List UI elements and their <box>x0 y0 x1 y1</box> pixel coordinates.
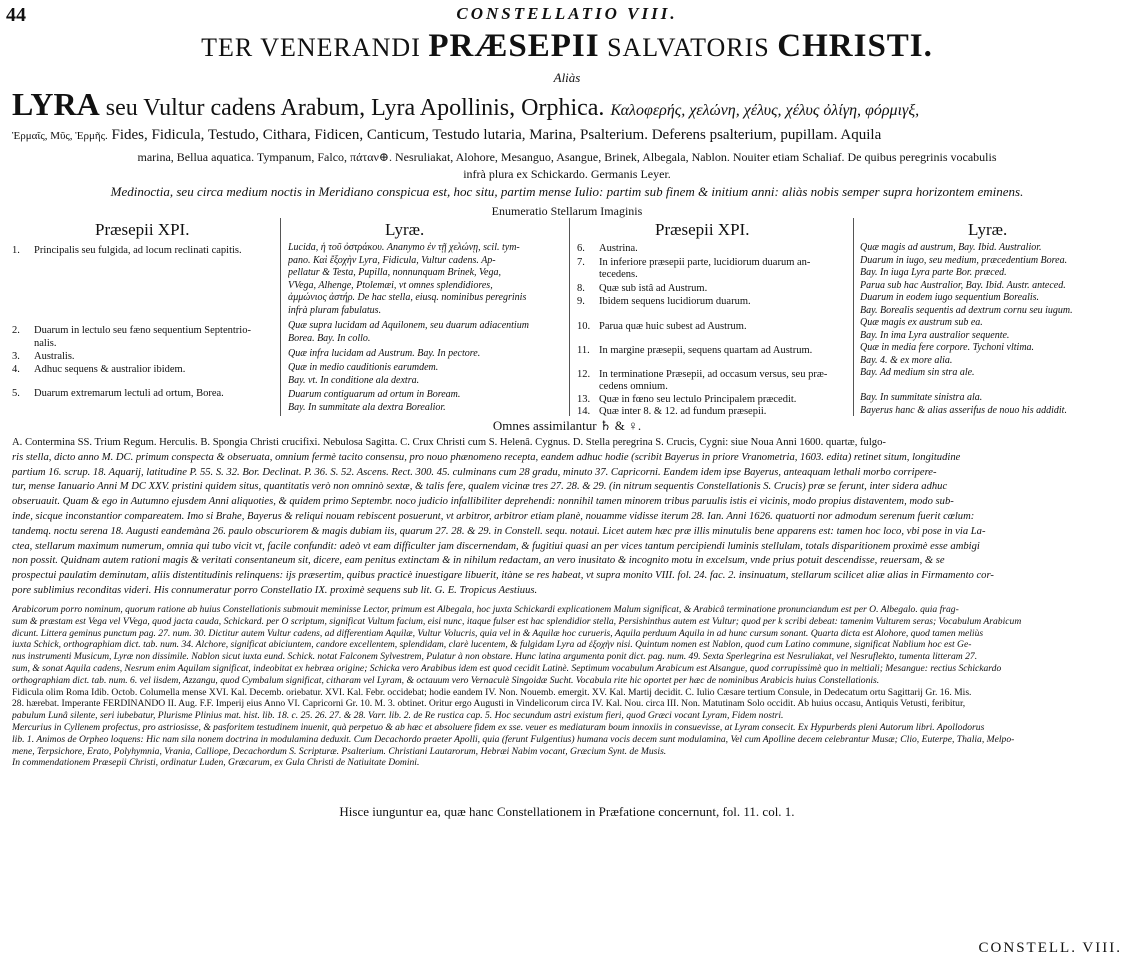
list-item: 12. In terminatione Præsepii, ad occasum versus, seu præ- <box>577 369 828 380</box>
medinoctia-note: Medinoctia, seu circa medium noctis in Meridiano conspicua est, hoc situ, partim mense Iulio: partim sub finem & initium anni: aliàs nobis semper supra horizontem eminens. <box>110 184 1024 199</box>
list-item: Bay. In ima Lyra australior sequente. <box>860 329 1010 341</box>
title-mid: SALVATORIS <box>599 33 778 62</box>
names-line-1 <box>12 86 919 123</box>
names-line-1-text: seu Vultur cadens Arabum, Lyra Apollinis, Orphica. <box>99 95 611 121</box>
list-item: 7. In inferiore præsepii parte, lucidiorum duarum an- <box>577 257 811 268</box>
left-praesepii-heading: Præsepii XPI. <box>95 220 190 239</box>
right-praesepii-heading: Præsepii XPI. <box>655 220 750 239</box>
column-divider <box>280 218 281 416</box>
names-line-2-greek: Ἑρμαῖς, Μῦς, Ἐρμῆς. <box>12 130 108 142</box>
list-item: pano. Καὶ ἔξοχὴν Lyra, Fidicula, Vultur cadens. Ap- <box>288 254 496 266</box>
paragraph-line: orthographiam dict. tab. num. 6. vel iisdem, Azzangu, quod Cymbalum significat, citharam vel Lyram, & octauum vero Vernaculè Singoidæ Sucht. Vocabula rite hic oportet per hæc de nominibus Arabicis huius Constellationis. <box>12 674 880 686</box>
right-lyra-list <box>860 242 1132 418</box>
list-item: Bay. Borealis sequentis ad dextrum cornu seu iugum. <box>860 304 1073 316</box>
paragraph-line: partium 16. scrup. 18. Aquarij, latitudine P. 55. S. 32. Bor. Declinat. P. 36. S. 52. Ascens. Rect. 300. 45. culminans cum 28 gradu, minuto 37. Capricorni. Eandem idem ipse Bayerus, anteaquam lethali morbo corripere- <box>12 466 937 478</box>
paragraph-line: mene, Terpsichore, Erato, Polyhymnia, Vrania, Calliope, Decachordum S. Scripturæ. Psalterium. Christiani Lautarorum, Hebræi Nabim vocant, Græcium Synt. de Musis. <box>12 745 667 757</box>
list-item: 13. Quæ in fœno seu lectulo Principalem præcedit. <box>577 394 797 405</box>
list-item: VVega, Alhenge, Ptolemæi, vt omnes splendidiores, <box>288 279 493 291</box>
list-item: 1. Principalis seu fulgida, ad locum reclinati capitis. <box>12 245 242 256</box>
list-item: Quæ infra lucidam ad Austrum. Bay. In pectore. <box>288 348 481 359</box>
list-item: tecedens. <box>599 269 638 280</box>
page-number: 44 <box>6 4 26 26</box>
right-lyrae-heading: Lyræ. <box>968 220 1008 239</box>
list-item: 6. Austrina. <box>577 243 638 254</box>
list-item: Borea. Bay. In collo. <box>288 332 371 344</box>
list-item: Bay. 4. & ex more alia. <box>860 354 953 366</box>
title-pre: TER VENERANDI <box>201 33 429 62</box>
page-title <box>0 28 1134 65</box>
paragraph-line: sum & præstam est Vega vel VVega, quod jacta cauda, Schickard. per O scriptum, significat Vultum facium, eisi nunc, itaque fulser est hac splendidior stella, Persishinthus autem est Vultur; quod per k scribi debeat: tamenim Vulturem seras; Vocabulum Arabicum <box>12 615 1022 627</box>
list-item: Duarum contiguarum ad ortum in Boream. <box>288 389 461 400</box>
paragraph-line: Arabicorum porro nominum, quorum ratione ab huius Constellationis submouit meminisse Lector, primum est Albegala, hoc juxta Schickardi explicationem Malum significat, & Arabicâ terminatione pronunciandum est per O. Albegalo. quia frag- <box>12 604 959 615</box>
list-item: Duarum in eodem iugo sequentium Borealis. <box>860 292 1040 303</box>
paragraph-line: iuxta Schick, orthographiam dict. tab. num. 34. Alchore, significat abiciuntem, candore excellentem, splendidam, clarè lucentem, & fulgidam Lyra ad ἐξοχὴν nisi. Quintum nomen est Nablon, quod cum Latino commune, significat Nablium hoc est Ge- <box>12 639 972 651</box>
names-line-3: marina, Bellua aquatica. Tympanum, Falco, πάταν⊕. Nesruliakat, Alohore, Mesanguo, Asangue, Brinek, Albegala, Nablon. Nouiter etiam Schaliaf. De quibus peregrinis vocabulis <box>137 150 997 164</box>
paragraph-line: In commendationem Præsepii Christi, ordinatur Luden, Græcarum, ex Gula Christi de Natiuitate Domini. <box>12 757 420 769</box>
paragraph-line: prospectui paulatim deminutam, aliis distentitudinis relinquens: ijs præsertim, quibus practicè inuestigare libuerit, itàne se res habeat, vt supra monito VIII. fol. 24. fac. 2. insinuatum, stellarum scilicet aliæ alias in Firmamento cor- <box>12 570 994 582</box>
list-item: 9. Ibidem sequens lucidiorum duarum. <box>577 296 751 307</box>
arabic-names-paragraph <box>12 604 1124 780</box>
hisce-note: Hisce iunguntur ea, quæ hanc Constellationem in Præfatione concernunt, fol. 11. col. 1. <box>339 804 795 819</box>
left-lyrae-heading: Lyræ. <box>385 220 425 239</box>
column-divider <box>853 218 854 416</box>
list-item: Duarum in iugo, seu medium, præcedentium Borea. <box>860 254 1068 266</box>
list-item: 2. Duarum in lectulo seu fæno sequentium Septentrio- <box>12 325 251 336</box>
left-praesepii-list <box>12 242 277 418</box>
list-item: Quæ magis ex austrum sub ea. <box>860 317 983 328</box>
names-line-1-greek: Καλοφερής, χελώνη, χέλυς, χέλυς ὀλίγη, φόρμιγξ, <box>610 102 920 119</box>
list-item: Bay. In iuga Lyra parte Bor. præced. <box>860 267 1007 278</box>
list-item: Quæ magis ad austrum, Bay. Ibid. Australior. <box>860 242 1042 253</box>
list-item: Parua sub hac Australior, Bay. Ibid. Austr. anteced. <box>860 279 1066 291</box>
list-item: Bay. vt. In conditione ala dextra. <box>288 374 420 386</box>
list-item: cedens omnium. <box>599 381 668 392</box>
left-lyra-list <box>288 242 566 418</box>
paragraph-line: A. Contermina SS. Trium Regum. Herculis. B. Spongia Christi crucifixi. Nebulosa Sagitta. C. Crux Christi cum S. Helenâ. Cygnus. D. Stella peregrina S. Crucis, Cygni: siue Noua Anni 1600. quartæ, fulgo- <box>12 437 886 448</box>
running-head: CONSTELLATIO VIII. <box>456 4 678 23</box>
omnes-line: Omnes assimilantur ♄ & ♀. <box>492 418 642 433</box>
paragraph-line: inde, sicque inconstantior compareatem. Imo si Brahe, Bayerus & reliqui nouam rebiscent posuerunt, vt arbitror, arbitror etiam planè, nouamme vidisse iterum 28. Ian. Anni 1626. quatuorti nor admodum serenum fuerit cœlum: <box>12 510 975 522</box>
title-praesepii: PRÆSEPII <box>428 28 600 64</box>
paragraph-line: ris stella, dicto anno M. DC. primum conspecta & obseruata, omnium fermè tacito consensu, pro nouo phænomeno recepta, eandem adhuc hodie (scribit Bayerus in priore Vranometria, 1603. edita) retinet situm, longitudine <box>12 451 961 463</box>
paragraph-line: tur, mense Ianuario Anni M DC XXV. pristini quidem situs, quantitatis verò non omninò sextæ, & talis fere, qualem vicinæ tres 27. 28. & 29. (in nitrum sequentis Constellationis S. Crucis) præ se ferunt, inter sidera adhuc <box>12 481 948 493</box>
paragraph-line: pore sublimius reconditas videri. His connumeratur porro Constellatio IX. proximè sequens sub lit. G. E. Tropicus Aestiuus. <box>12 584 538 596</box>
list-item: Quæ in media fere corpore. Tychoni vltima. <box>860 342 1035 353</box>
catchword: CONSTELL. VIII. <box>978 940 1122 956</box>
paragraph-line: 28. hærebat. Imperante FERDINANDO II. Aug. F.F. Imperij eius Anno VI. Capricorni Gr. 10. M. 3. obtinet. Oritur ergo Augusti in Vindelicorum circa IV. Kal. Nou. circa III. Non. Matutinam Solo occidit. Ab huius occasu, Antiquis Vetusti, feribitur, <box>12 698 966 710</box>
paragraph-line: Mercurius in Cyllenem profectus, pro astriosisse, & pasforitem testudinem inuenit, quà perpetuo & ab hæc et absoluere fidem ex sse. veuer es mediaturam boum innoxiis in consuevisse, at Lyram consecit. Ex Hypurberds pleni Autorum libri. Apollodorus <box>12 721 985 733</box>
paragraph-line: obseruauit. Quam & ego in Autumno ejusdem Anni aliquoties, & quidem primo Septembr. noco judicio infallibiliter deprehendi: nonnihil tamen minorem tribus paruulis istis ei vicinis, modo propius distaventem, modo sub- <box>12 496 954 508</box>
list-item: Bay. Ad medium sin stra ale. <box>860 367 975 378</box>
paragraph-line: lib. 1. Animos de Orpheo loquens: Hic nam sila nonem doctrina in modulamina deduxit. Cum Decachordo praeter Apolli, quia (ferunt Fulgentius) humana vocis decem sunt modulamina, Vel cum Apolline decem celebrantur Musæ; Clio, Euterpe, Thalia, Melpo- <box>12 733 1015 745</box>
column-divider <box>569 218 570 416</box>
list-item: infrà pluram fabulatus. <box>288 304 382 316</box>
names-line-2 <box>12 127 881 144</box>
paragraph-line: Fidicula olim Roma Idib. Octob. Columella mense XVI. Kal. Decemb. oriebatur. XVI. Kal. Febr. occidebat; hodie eandem IV. Non. Nouemb. emergit. XV. Kal. Martij decidit. C. Iulio Cæsare tertium Consule, in Dedecatum ortu Sagittarij Gr. 16. Mis. <box>12 686 972 698</box>
names-line-2-text: Fides, Fidicula, Testudo, Cithara, Fidicen, Canticum, Testudo lutaria, Marina, Psalterium. Deferens psalterium, pupillam. Aquila <box>107 127 882 143</box>
list-item: 10. Parua quæ huic subest ad Austrum. <box>577 321 747 332</box>
paragraph-line: ctea, stellarum maximum numerum, omnia qui tubo vicit vt, facile confundit: adeò vt eam difficulter jam discernendam, & fugitiui quasi an per vices tantum percipiendi luminis stellulam, totals disparitionem proximè esse ambigi <box>12 540 980 552</box>
list-item: 11. In margine præsepii, sequens quartam ad Austrum. <box>577 345 813 356</box>
list-item: 3. Australis. <box>12 351 75 362</box>
list-item: 14. Quæ inter 8. & 12. ad fundum præsepii. <box>577 406 767 417</box>
main-paragraph <box>12 436 1124 600</box>
right-praesepii-list <box>577 242 849 418</box>
paragraph-line: sum, & sonat Aquila cadens, Nesrum enim Aquilam significat, indeobitat ex hebræa origine; Schicka vero Arabibus idem est quod cecidit Latinè. Septimum vocabulum Arabicum est Alsangue, quod corrupissimè quo in meltiali; Mesangue: rectius Schickardo <box>12 662 1002 674</box>
list-item: Bayerus hanc & alias asserifus de nouo his addidit. <box>860 404 1067 416</box>
alias-label: Aliàs <box>553 70 581 85</box>
list-item: Quæ supra lucidam ad Aquilonem, seu duarum adiacentium <box>288 320 529 331</box>
title-christi: CHRISTI. <box>777 28 933 64</box>
list-item: Bay. In summitate ala dextra Borealior. <box>288 401 446 413</box>
list-item: 8. Quæ sub istâ ad Austrum. <box>577 283 708 294</box>
paragraph-line: tandemq. noctu serena 18. Augusti eandemàna 26. paulo obscuriorem & magis dubiam iis, quarum 27. 28. & 29. in Constell. sequ. notaui. Licet autem hæc præ illis minutulis bene apparens est: tamen hoc loco, vbi pose in via La- <box>12 525 986 537</box>
enumeratio-heading: Enumeratio Stellarum Imaginis <box>491 204 643 218</box>
list-item: pellatur & Testa, Pupilla, nonnunquam Brinek, Vega, <box>288 267 501 278</box>
paragraph-line: dicunt. Littera geminus punctum pag. 27. num. 30. Dictitur autem Vultur cadens, ad differentiam Aquilæ, Vultur Volucris, quia vel in & Aquilæ hoc curueris, Aquila perduum Aquila in ad hunc cursum sonant. Quarta dicta est Alohore, quod tamen meliùs <box>12 627 984 639</box>
list-item: Quæ in medio cauditionis earumdem. <box>288 362 439 373</box>
list-item: 4. Adhuc sequens & australior ibidem. <box>12 364 186 375</box>
paragraph-line: non possit. Quidnam autem rationi magis & veritati consentaneum sit, dicere, eam penitus extinctam & in nihilum redactam, an vero inusitato & incognito motu in excelsum, vnde prius potuit descendisse, reuersam, & se <box>12 555 945 567</box>
list-item: Lucida, ἡ τοῦ ὀστράκου. Ananymo ἐν τῇ χελώνῃ, scil. tym- <box>288 242 520 253</box>
list-item: 5. Duarum extremarum lectuli ad ortum, Borea. <box>12 388 224 399</box>
names-line-4: infrà plura ex Schickardo. Germanis Leyer. <box>463 167 671 181</box>
paragraph-line: pabulum Lunâ silente, seri iubebatur, Plurisme Plinius mat. hist. lib. 18. c. 25. 26. 27. & 28. Varr. lib. 2. de Re rustica cap. 5. Hoc secundum astri existum fieri, quod Græci vocant Lyram, Fidem nostri. <box>12 710 784 722</box>
list-item: Bay. In summitate sinistra ala. <box>860 392 983 403</box>
list-item: ἀμμώνιος ἀστήρ. De hac stella, eiusq. nominibus peregrinis <box>288 292 527 303</box>
lyra-word: LYRA <box>12 86 100 122</box>
paragraph-line: nus instrumenti Musicum, Lyræ non dissimile. Nablon sicut iuxta eund. Schick. notat Falconem Sylvestrem, Pulatur à non obstare. Hunc latina argumenta ponit dict. pag. num. 49. Sexta Sperlegrina est Nesruliakat, vel Nesruflekto, tumenta litteram 27. <box>12 651 978 663</box>
list-item: nalis. <box>34 338 57 349</box>
